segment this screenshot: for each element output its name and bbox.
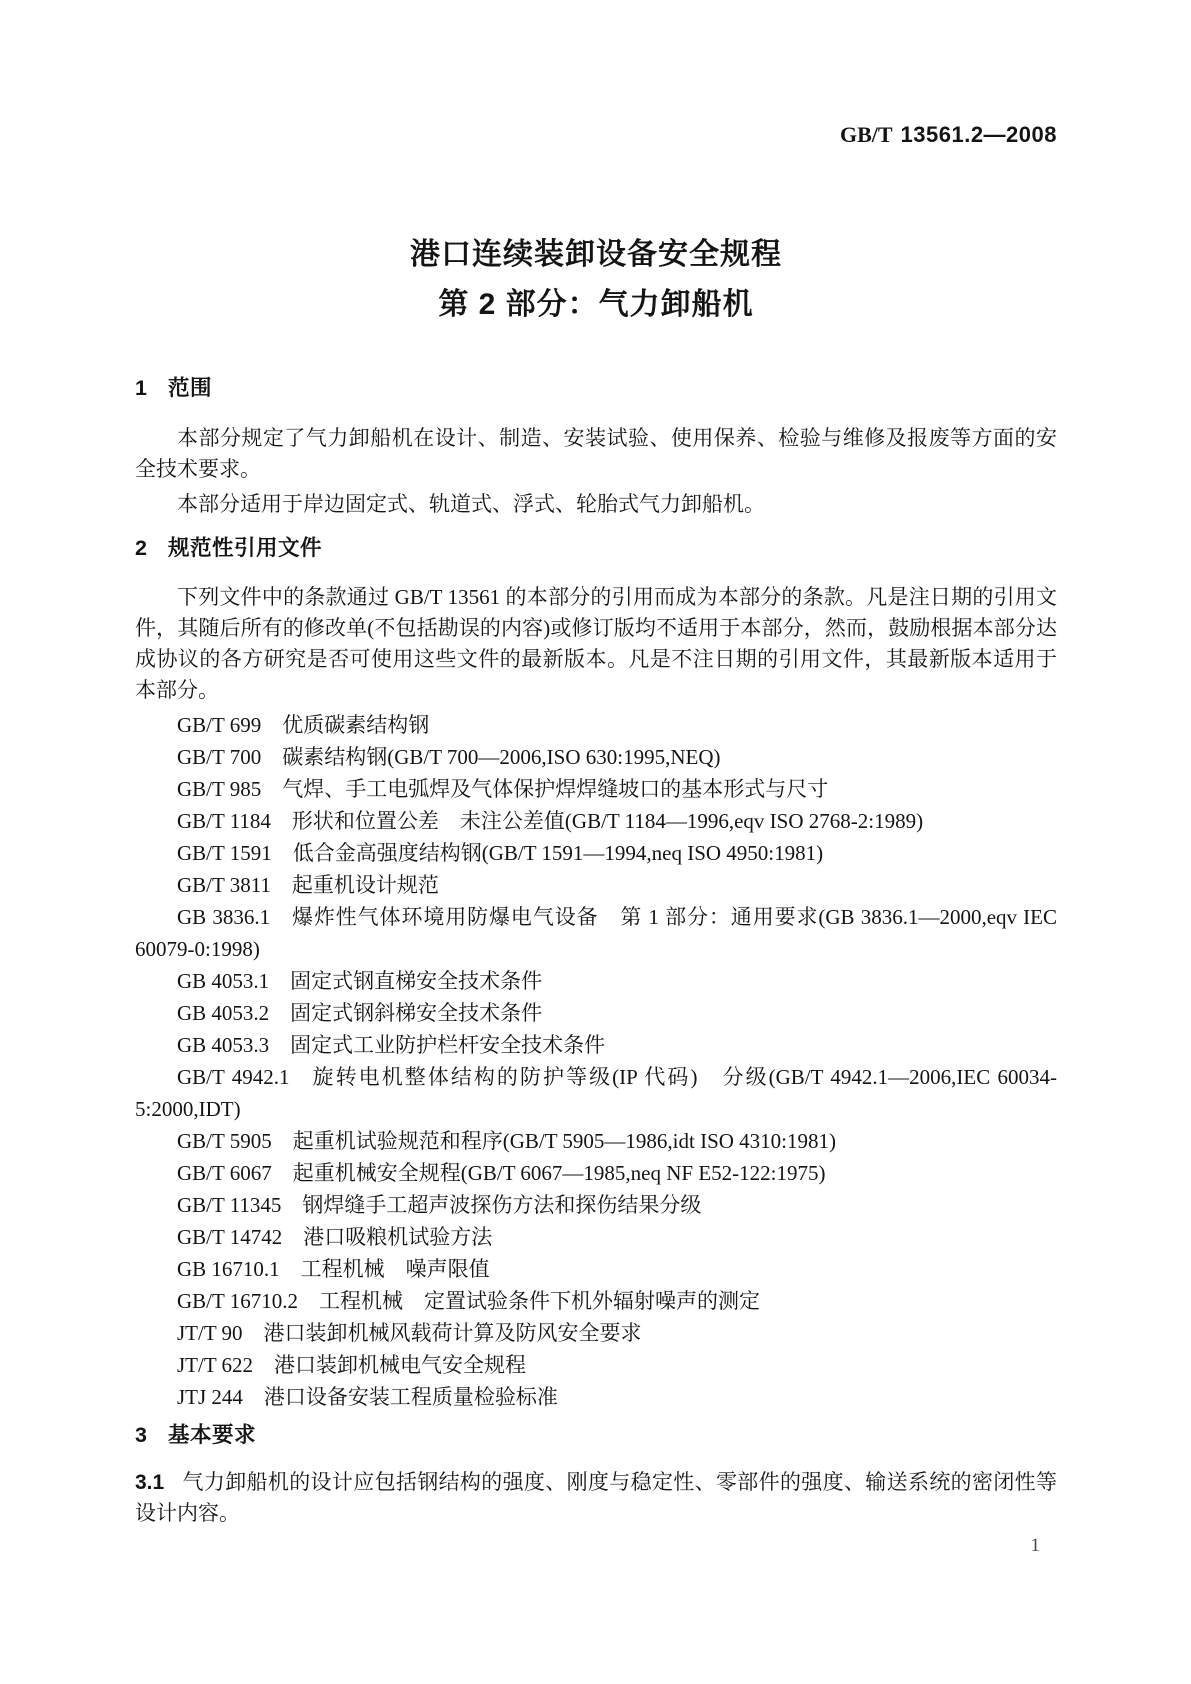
reference-item: GB/T 699 优质碳素结构钢 bbox=[177, 713, 430, 737]
reference-item: GB 4053.2 固定式钢斜梯安全技术条件 bbox=[177, 1001, 543, 1025]
reference-item: GB/T 11345 钢焊缝手工超声波探伤方法和探伤结果分级 bbox=[177, 1193, 702, 1217]
reference-item: GB/T 3811 起重机设计规范 bbox=[177, 873, 439, 897]
reference-item: GB/T 1184 形状和位置公差 未注公差值(GB/T 1184—1996,eqv ISO 2768-2:1989) bbox=[177, 809, 924, 833]
standard-code-prefix: GB/T bbox=[839, 122, 893, 147]
reference-item: GB 4053.1 固定式钢直梯安全技术条件 bbox=[177, 969, 543, 993]
reference-item: GB 4053.3 固定式工业防护栏杆安全技术条件 bbox=[177, 1033, 606, 1057]
reference-item: GB/T 5905 起重机试验规范和程序(GB/T 5905—1986,idt ISO 4310:1981) bbox=[177, 1129, 836, 1153]
document-title bbox=[135, 230, 1057, 330]
reference-item: GB/T 6067 起重机械安全规程(GB/T 6067—1985,neq NF E52-122:1975) bbox=[177, 1161, 826, 1185]
document-title-line1: 港口连续装卸设备安全规程 bbox=[410, 238, 782, 271]
section-1-heading bbox=[135, 372, 1057, 404]
scope-paragraph-1: 本部分规定了气力卸船机在设计、制造、安装试验、使用保养、检验与维修及报废等方面的安全技术要求。 bbox=[135, 426, 1057, 481]
references-intro-paragraph: 下列文件中的条款通过 GB/T 13561 的本部分的引用而成为本部分的条款。凡是注日期的引用文件，其随后所有的修改单(不包括勘误的内容)或修订版均不适用于本部分，然而，鼓励根据本部分达成协议的各方研究是否可使用这些文件的最新版本。凡是不注日期的引用文件，其最新版本适用于本部分。 bbox=[135, 585, 1057, 702]
reference-item: GB 16710.1 工程机械 噪声限值 bbox=[177, 1257, 490, 1281]
document-title-line2: 第 2 部分：气力卸船机 bbox=[438, 288, 754, 321]
reference-item: JTJ 244 港口设备安装工程质量检验标准 bbox=[177, 1385, 558, 1409]
page-number: 1 bbox=[1030, 1535, 1040, 1556]
section-1-title: 范围 bbox=[168, 376, 213, 400]
section-2-number: 2 bbox=[135, 536, 148, 560]
scope-paragraph-2: 本部分适用于岸边固定式、轨道式、浮式、轮胎式气力卸船机。 bbox=[177, 492, 765, 516]
section-1-number: 1 bbox=[135, 376, 148, 400]
references-list bbox=[135, 709, 1057, 1413]
page-content bbox=[135, 0, 1057, 1558]
reference-item: GB/T 1591 低合金高强度结构钢(GB/T 1591—1994,neq ISO 4950:1981) bbox=[177, 841, 824, 865]
reference-item: JT/T 622 港口装卸机械电气安全规程 bbox=[177, 1353, 527, 1377]
standard-code bbox=[135, 122, 1057, 148]
reference-item: GB/T 16710.2 工程机械 定置试验条件下机外辐射噪声的测定 bbox=[177, 1289, 760, 1313]
standard-code-number: 13561.2—2008 bbox=[900, 122, 1057, 147]
clause-3-1-text: 气力卸船机的设计应包括钢结构的强度、刚度与稳定性、零部件的强度、输送系统的密闭性等设计内容。 bbox=[135, 1470, 1057, 1525]
reference-item: GB/T 4942.1 旋转电机整体结构的防护等级(IP 代码) 分级(GB/T 4942.1—2006,IEC 60034-5:2000,IDT) bbox=[135, 1065, 1057, 1121]
section-2-heading bbox=[135, 532, 1057, 564]
section-3-heading bbox=[135, 1419, 1057, 1451]
clause-3-1 bbox=[135, 1467, 1057, 1529]
reference-item: GB 3836.1 爆炸性气体环境用防爆电气设备 第 1 部分：通用要求(GB 3836.1—2000,eqv IEC 60079-0:1998) bbox=[135, 905, 1057, 961]
section-2-title: 规范性引用文件 bbox=[168, 536, 323, 560]
section-3-title: 基本要求 bbox=[168, 1423, 257, 1447]
reference-item: GB/T 14742 港口吸粮机试验方法 bbox=[177, 1225, 493, 1249]
reference-item: JT/T 90 港口装卸机械风载荷计算及防风安全要求 bbox=[177, 1321, 642, 1345]
clause-3-1-number: 3.1 bbox=[135, 1471, 165, 1494]
section-3-number: 3 bbox=[135, 1423, 148, 1447]
reference-item: GB/T 700 碳素结构钢(GB/T 700—2006,ISO 630:1995,NEQ) bbox=[177, 745, 721, 769]
reference-item: GB/T 985 气焊、手工电弧焊及气体保护焊焊缝坡口的基本形式与尺寸 bbox=[177, 777, 829, 801]
